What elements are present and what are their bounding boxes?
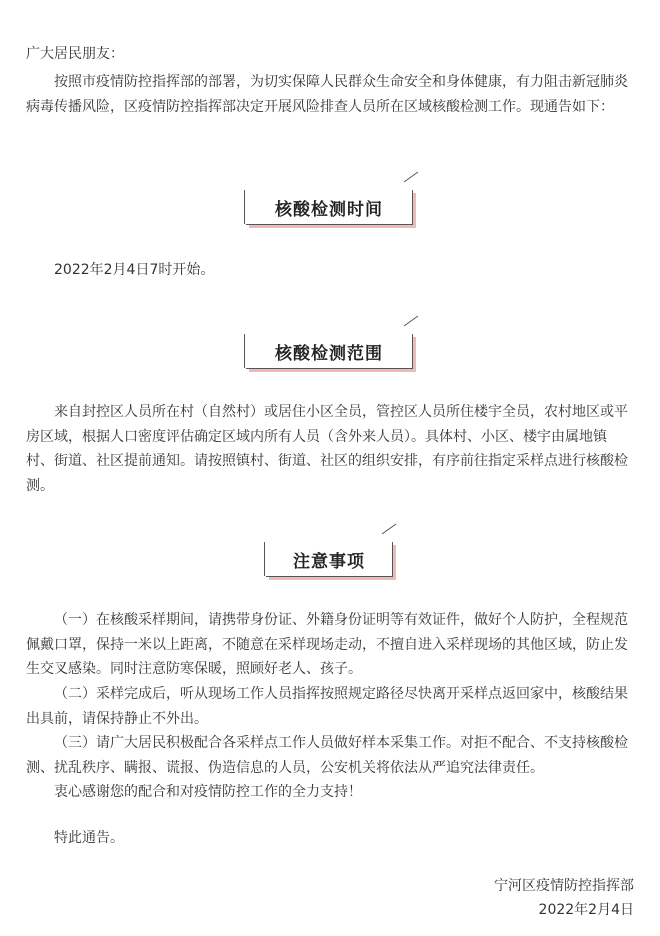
signature-date: 2022年2月4日 [538,902,634,918]
intro-paragraph: 按照市疫情防控指挥部的部署，为切实保障人民群众生命安全和身体健康，有力阻击新冠肺炎病毒传播风险，区疫情防控指挥部决定开展风险排查人员所在区域核酸检测工作。现通告如下： [26,74,628,115]
greeting: 广大居民朋友： [26,46,124,62]
thanks-text: 衷心感谢您的配合和对疫情防控工作的全力支持！ [54,784,362,800]
signature-org: 宁河区疫情防控指挥部 [494,878,634,894]
section-title-notes [266,518,406,582]
section-title-time [246,166,426,230]
notes-item-3: （三）请广大居民积极配合各采样点工作人员做好样本采集工作。对拒不配合、不支持核酸检测、扰乱秩序、瞒报、谎报、伪造信息的人员，公安机关将依法从严追究法律责任。 [26,735,628,776]
section-title-label: 核酸检测范围 [246,334,413,369]
decorative-slash-icon [402,314,422,328]
decorative-slash-icon [402,170,422,184]
section-title-label: 核酸检测时间 [246,190,413,225]
section-title-scope [246,310,426,374]
closing-text: 特此通告。 [54,830,124,846]
notes-item-1: （一）在核酸采样期间，请携带身份证、外籍身份证明等有效证件，做好个人防护，全程规范佩戴口罩，保持一米以上距离，不随意在采样现场走动，不擅自进入采样现场的其他区域，防止发生交叉感染。同时注意防寒保暖，照顾好老人、孩子。 [26,612,628,677]
section-scope-text: 来自封控区人员所在村（自然村）或居住小区全员，管控区人员所住楼宇全员，农村地区或平房区域，根据人口密度评估确定区域内所有人员（含外来人员）。具体村、小区、楼宇由属地镇村、街道、社区提前通知。请按照镇村、街道、社区的组织安排，有序前往指定采样点进行核酸检测。 [26,404,628,494]
decorative-slash-icon [380,522,400,536]
section-title-label: 注意事项 [266,542,393,577]
section-time-text: 2022年2月4日7时开始。 [54,262,215,278]
notes-item-2: （二）采样完成后，听从现场工作人员指挥按照规定路径尽快离开采样点返回家中，核酸结果出具前，请保持静止不外出。 [26,686,628,727]
